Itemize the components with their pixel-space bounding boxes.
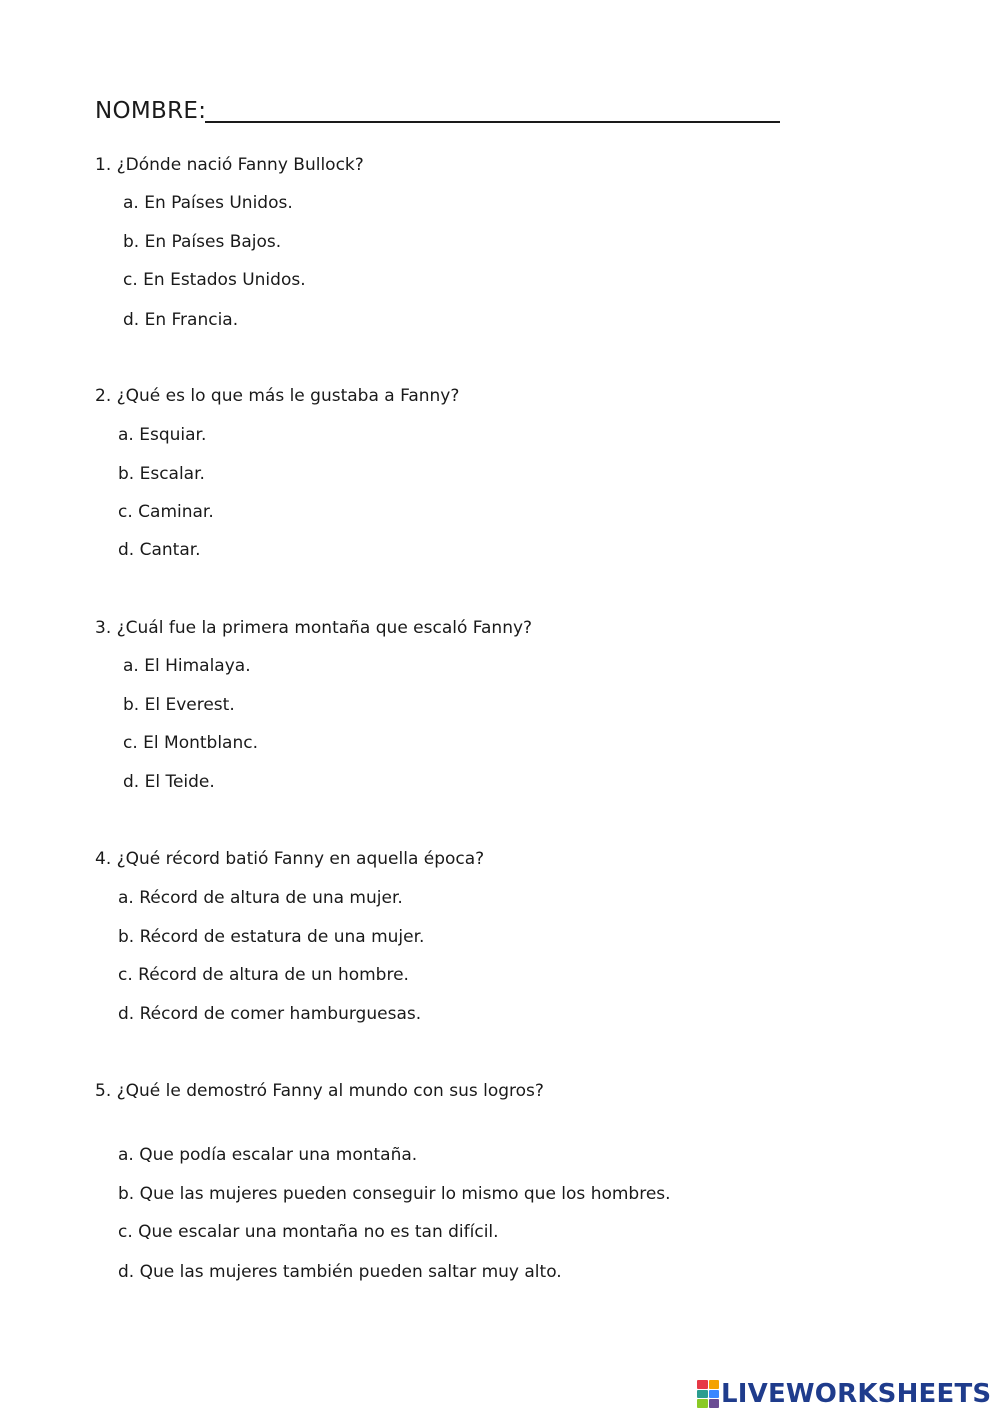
question-3-option-a[interactable]: a. El Himalaya. — [123, 656, 251, 676]
question-5-option-d[interactable]: d. Que las mujeres también pueden saltar muy alto. — [118, 1262, 562, 1282]
question-2-option-c[interactable]: c. Caminar. — [118, 502, 214, 522]
question-5-option-b[interactable]: b. Que las mujeres pueden conseguir lo mismo que los hombres. — [118, 1184, 671, 1204]
name-underline[interactable] — [205, 121, 780, 123]
logo-text: LIVEWORKSHEETS — [721, 1379, 992, 1409]
logo-block — [697, 1380, 708, 1389]
question-5-option-c[interactable]: c. Que escalar una montaña no es tan difícil. — [118, 1222, 499, 1242]
name-label: NOMBRE: — [95, 98, 207, 124]
question-4-option-c[interactable]: c. Récord de altura de un hombre. — [118, 965, 409, 985]
question-2-option-b[interactable]: b. Escalar. — [118, 464, 205, 484]
logo-block — [709, 1399, 720, 1408]
question-3-option-d[interactable]: d. El Teide. — [123, 772, 215, 792]
question-1-option-b[interactable]: b. En Países Bajos. — [123, 232, 282, 252]
question-4-option-a[interactable]: a. Récord de altura de una mujer. — [118, 888, 403, 908]
question-2-option-d[interactable]: d. Cantar. — [118, 540, 201, 560]
question-1-option-c[interactable]: c. En Estados Unidos. — [123, 270, 306, 290]
question-3: 3. ¿Cuál fue la primera montaña que escaló Fanny? — [95, 618, 533, 638]
question-1-option-a[interactable]: a. En Países Unidos. — [123, 193, 293, 213]
logo-block — [709, 1390, 720, 1399]
question-4-option-d[interactable]: d. Récord de comer hamburguesas. — [118, 1004, 422, 1024]
liveworksheets-logo — [697, 1379, 991, 1409]
question-1: 1. ¿Dónde nació Fanny Bullock? — [95, 155, 364, 175]
question-3-option-c[interactable]: c. El Montblanc. — [123, 733, 258, 753]
question-3-option-b[interactable]: b. El Everest. — [123, 695, 235, 715]
question-4-option-b[interactable]: b. Récord de estatura de una mujer. — [118, 927, 425, 947]
logo-block — [697, 1390, 708, 1399]
logo-block — [697, 1399, 708, 1408]
question-5: 5. ¿Qué le demostró Fanny al mundo con sus logros? — [95, 1081, 544, 1101]
question-2: 2. ¿Qué es lo que más le gustaba a Fanny? — [95, 386, 460, 406]
question-2-option-a[interactable]: a. Esquiar. — [118, 425, 207, 445]
question-4: 4. ¿Qué récord batió Fanny en aquella época? — [95, 849, 485, 869]
logo-block — [709, 1380, 720, 1389]
question-1-option-d[interactable]: d. En Francia. — [123, 310, 239, 330]
question-5-option-a[interactable]: a. Que podía escalar una montaña. — [118, 1145, 418, 1165]
logo-blocks-icon — [697, 1380, 719, 1408]
